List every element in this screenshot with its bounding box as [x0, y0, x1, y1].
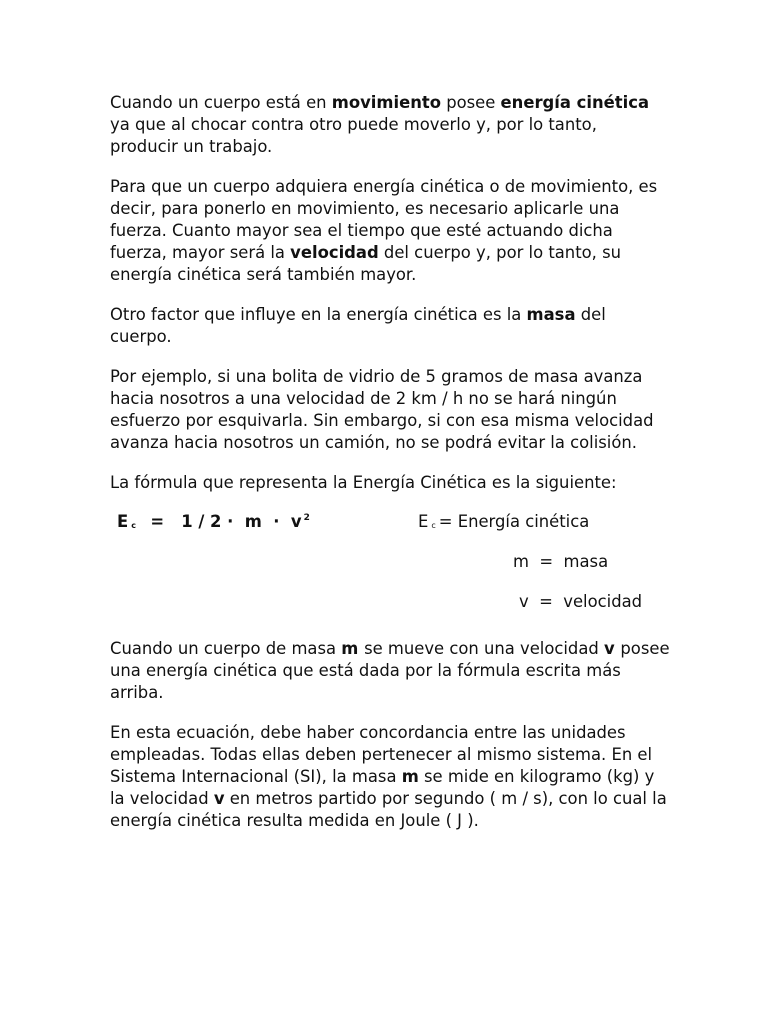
- text: se mide en kilogramo (kg) y la velocidad: [110, 767, 655, 808]
- bold-term: velocidad: [290, 243, 379, 262]
- formula-E: E: [117, 512, 129, 531]
- text: En esta ecuación, debe haber concordancia entre las unidades empleadas. Todas ellas deben pertenecer al mismo sistema. En el Sistema Internacional (SI), la masa: [110, 723, 653, 786]
- definition-velocity: v = velocidad: [519, 592, 643, 611]
- text: Para que un cuerpo adquiera energía cinética o de movimiento, es decir, para ponerlo en movimiento, es necesario aplicarle una fuerza. Cuanto mayor sea el tiempo que esté actuando dicha fuerza, mayor será la: [110, 177, 658, 262]
- bold-term: masa: [526, 305, 576, 324]
- paragraph-7: [110, 722, 670, 832]
- paragraph-1: [110, 92, 670, 158]
- formula-subscript: c: [131, 521, 136, 530]
- text: Cuando un cuerpo de masa: [110, 639, 342, 658]
- text: Cuando un cuerpo está en: [110, 93, 332, 112]
- paragraph-2: [110, 176, 670, 286]
- def-subscript: c: [431, 521, 436, 530]
- formula-body: = 1 / 2 · m · v: [138, 512, 302, 531]
- text: Otro factor que influye en la energía cinética es la: [110, 305, 527, 324]
- text: en metros partido por segundo ( m / s), con lo cual la energía cinética resulta medida en Joule ( J ).: [110, 789, 667, 830]
- definition-energy: [418, 512, 589, 531]
- text: del cuerpo y, por lo tanto, su energía cinética será también mayor.: [110, 243, 622, 284]
- text: se mueve con una velocidad: [364, 639, 604, 658]
- def-E: E: [418, 512, 429, 531]
- paragraph-3: [110, 304, 670, 348]
- kinetic-energy-formula: [117, 512, 310, 531]
- bold-term: v: [604, 639, 621, 658]
- definition-mass: m = masa: [513, 552, 609, 571]
- text: La fórmula que representa la Energía Cinética es la siguiente:: [110, 473, 617, 492]
- text: del cuerpo.: [110, 305, 606, 346]
- text: posee una energía cinética que está dada por la fórmula escrita más arriba.: [110, 639, 670, 702]
- document-page: [110, 92, 670, 850]
- bold-term: movimiento: [331, 93, 441, 112]
- bold-term: m: [341, 639, 365, 658]
- formula-block: [110, 512, 670, 628]
- def-energy-text: = Energía cinética: [438, 512, 590, 531]
- text: posee: [440, 93, 501, 112]
- text: ya que al chocar contra otro puede moverlo y, por lo tanto, producir un trabajo.: [110, 115, 597, 156]
- bold-term: v: [213, 789, 225, 808]
- paragraph-5: [110, 472, 670, 494]
- text: Por ejemplo, si una bolita de vidrio de 5 gramos de masa avanza hacia nosotros a una velocidad de 2 km / h no se hará ningún esfuerzo por esquivarla. Sin embargo, si con esa misma velocidad avanza hacia nosotros un camión, no se podrá evitar la colisión.: [110, 367, 654, 452]
- bold-term: energía cinética: [500, 93, 649, 112]
- paragraph-4: [110, 366, 670, 454]
- paragraph-6: [110, 638, 670, 704]
- bold-term: m: [401, 767, 419, 786]
- formula-exponent: 2: [303, 513, 310, 523]
